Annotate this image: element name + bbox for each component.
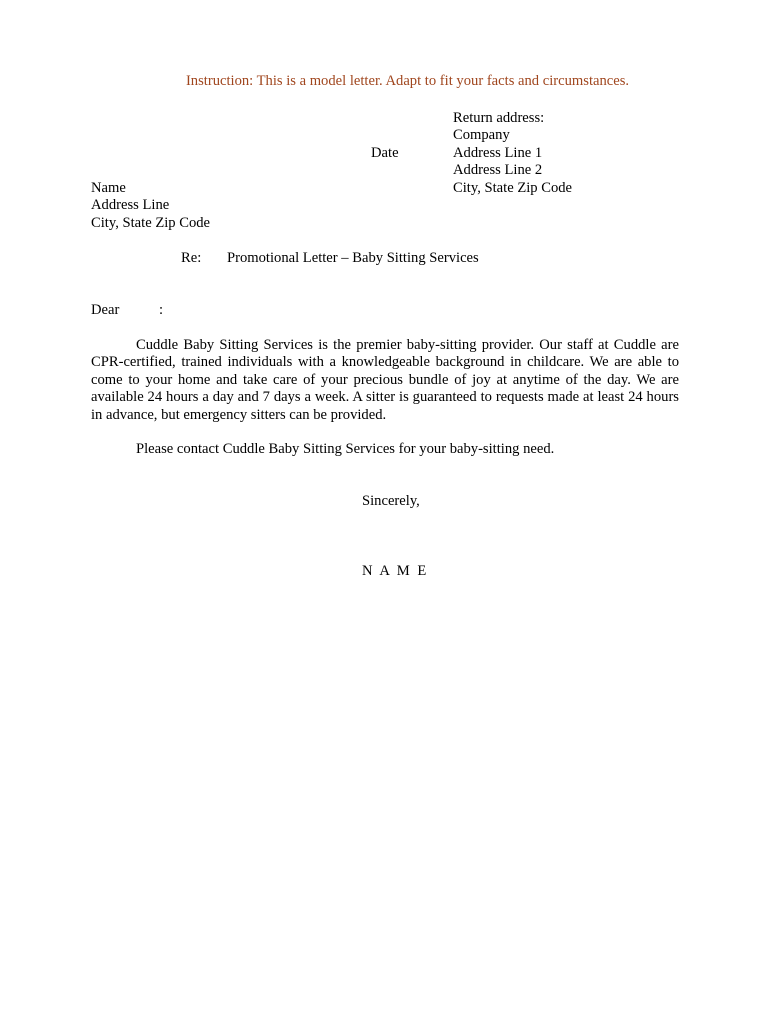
re-subject: Promotional Letter – Baby Sitting Services [227, 250, 479, 266]
return-address-heading: Return address: [453, 110, 545, 126]
return-address-line-2: Address Line 2 [453, 162, 543, 179]
recipient-name: Name [91, 180, 126, 196]
return-address-city-state-zip: City, State Zip Code [453, 179, 573, 196]
return-address-company: Company [453, 127, 510, 144]
body-paragraph-2: Please contact Cuddle Baby Sitting Services for your baby-sitting need. [136, 441, 555, 457]
instruction-note: Instruction: This is a model letter. Adapt to fit your facts and circumstances. [185, 73, 630, 89]
recipient-address-block [91, 180, 210, 232]
re-label: Re: [181, 250, 202, 266]
salutation-greeting: Dear [91, 302, 120, 318]
signature-name: N A M E [362, 563, 429, 579]
return-address-line-1: Address Line 1 [453, 144, 543, 161]
salutation-colon: : [159, 302, 164, 318]
body-paragraph-1: Cuddle Baby Sitting Services is the premier baby-sitting provider. Our staff at Cuddle are CPR-certified, trained individuals with a knowledgeable background in childcare. We are able to come to your home and take care of your precious bundle of joy at anytime of the day. We are available 24 hours a day and 7 days a week. A sitter is guaranteed to requests made at least 24 hours in advance, but emergency sitters can be provided. [91, 337, 679, 423]
date-label: Date [371, 145, 399, 161]
return-address-block [453, 110, 572, 197]
recipient-city-state-zip: City, State Zip Code [91, 214, 211, 231]
recipient-address-line: Address Line [91, 197, 170, 214]
closing: Sincerely, [362, 493, 420, 509]
